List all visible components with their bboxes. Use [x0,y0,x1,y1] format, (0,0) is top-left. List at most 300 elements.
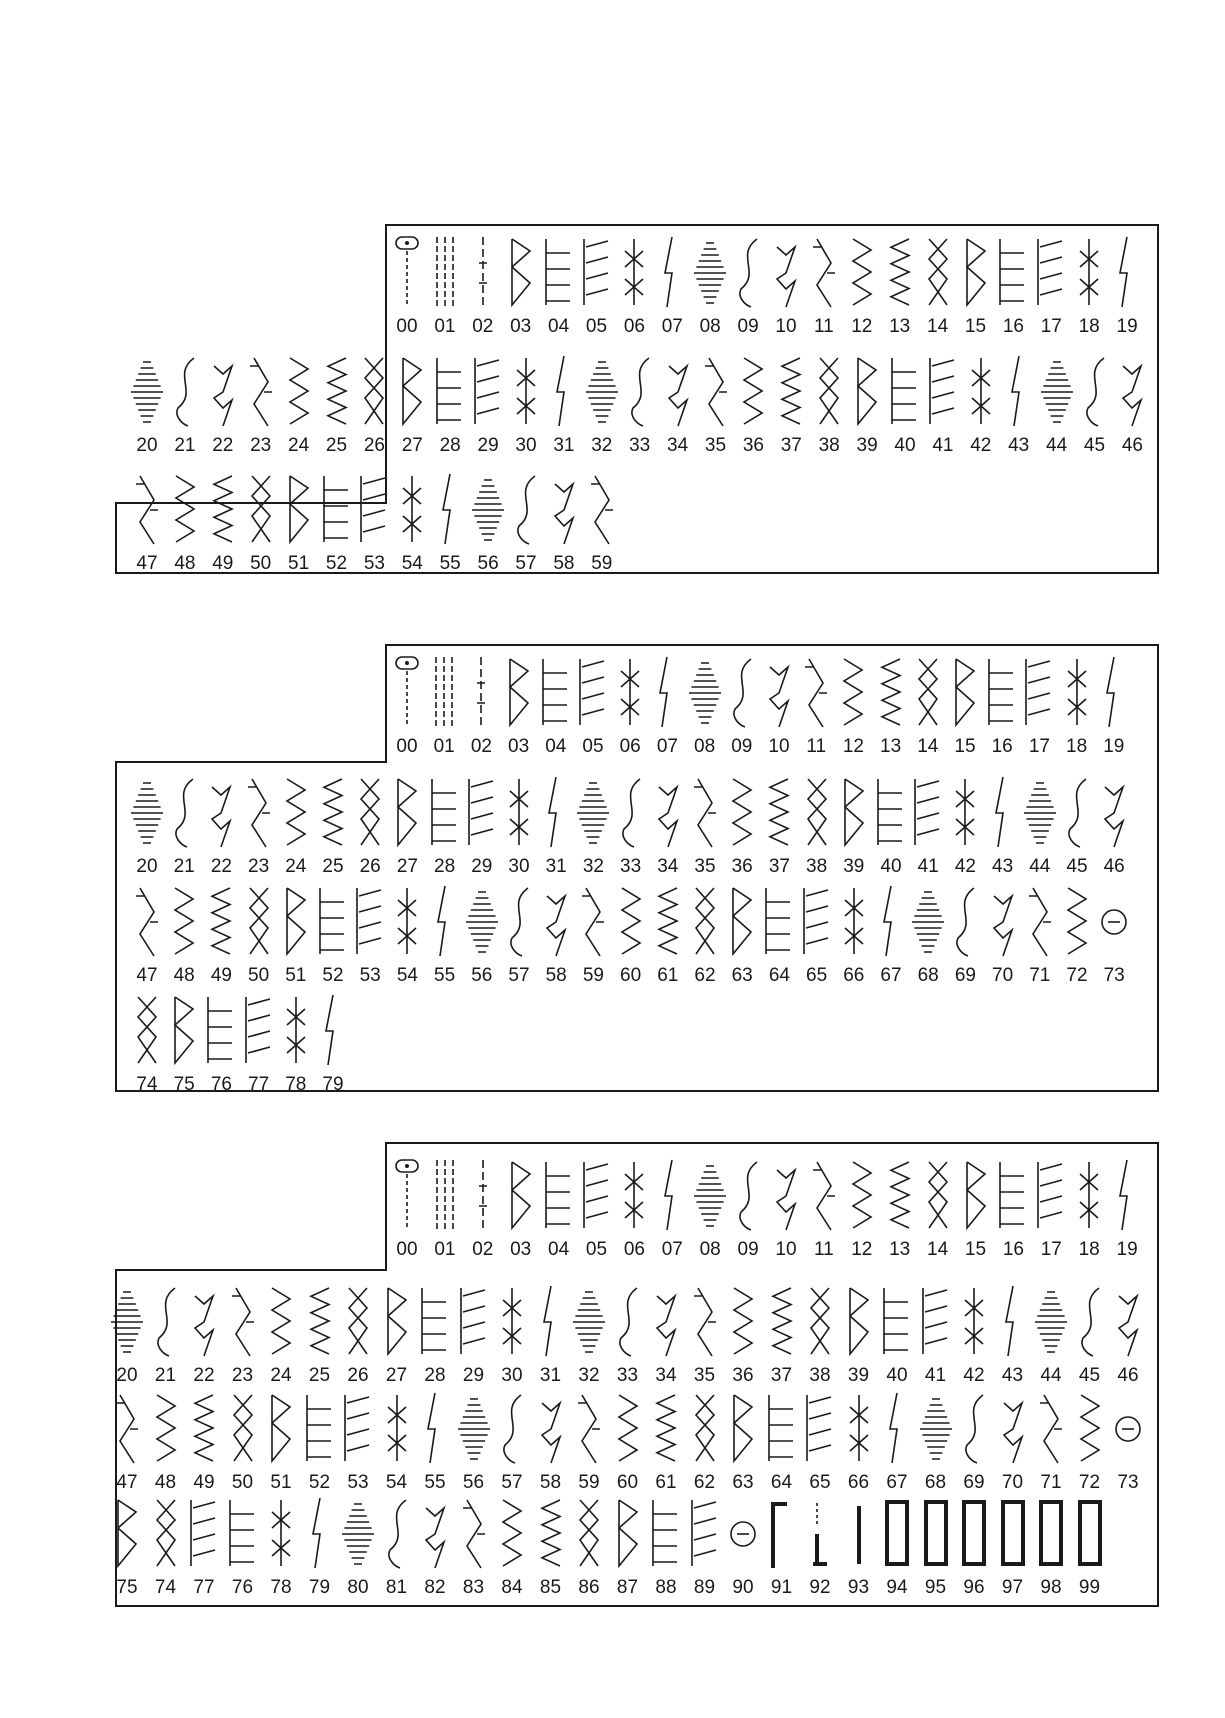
stitch-pattern-icon [226,1389,260,1465]
stitch-number: 55 [439,553,461,574]
stitch-number: 44 [1029,856,1051,877]
stitch-number: 22 [212,435,234,456]
stitch-number: 52 [325,553,348,574]
stitch-pattern-icon [1034,1494,1068,1570]
stitch-pattern-icon [539,882,573,958]
stitch-number: 88 [655,1577,677,1598]
stitch-number: 41 [932,435,954,456]
stitch-number: 18 [1078,316,1100,337]
stitch-number: 18 [1066,736,1088,757]
stitch-number: 03 [510,1239,532,1260]
stitch-number: 30 [501,1365,523,1386]
stitch-number: 78 [285,1074,307,1095]
stitch-pattern-icon [611,1282,645,1358]
stitch-pattern-icon [1097,882,1131,958]
stitch-number: 27 [385,1365,408,1386]
stitch-pattern-icon [688,1389,722,1465]
stitch-number: 51 [285,965,307,986]
stitch-number: 39 [843,856,865,877]
stitch-pattern-icon [466,1156,500,1232]
stitch-pattern-icon [244,352,278,428]
stitch-number: 16 [1002,316,1024,337]
stitch-pattern-icon [919,1282,953,1358]
stitch-number: 40 [880,856,902,877]
stitch-number: 34 [667,435,689,456]
stitch-pattern-icon [731,233,765,309]
stitch-pattern-icon [380,1389,414,1465]
stitch-pattern-icon [149,1389,183,1465]
stitch-pattern-icon [661,352,695,428]
stitch-number: 57 [515,553,537,574]
stitch-number: 27 [401,435,423,456]
stitch-pattern-icon [842,1389,876,1465]
stitch-number: 06 [619,736,641,757]
stitch-pattern-icon [688,653,722,729]
stitch-pattern-icon [428,1156,462,1232]
stitch-number: 24 [270,1365,292,1386]
stitch-pattern-icon [130,352,164,428]
stitch-number: 03 [508,736,530,757]
stitch-number: 49 [210,965,232,986]
stitch-pattern-icon [726,1389,760,1465]
stitch-pattern-icon [509,352,543,428]
stitch-number: 00 [396,1239,418,1260]
stitch-pattern-icon [390,233,424,309]
stitch-pattern-icon [874,653,908,729]
stitch-pattern-icon [725,882,759,958]
stitch-number: 53 [363,553,385,574]
stitch-number: 20 [136,856,158,877]
stitch-number: 08 [699,316,721,337]
stitch-number: 15 [954,736,976,757]
stitch-59 [583,470,621,578]
stitch-46 [1109,1282,1147,1390]
stitch-pattern-icon [883,1156,917,1232]
stitch-19 [1108,233,1146,341]
stitch-pattern-icon [390,773,424,849]
stitch-number: 50 [248,965,270,986]
stitch-number: 50 [231,1472,254,1493]
stitch-pattern-icon [655,233,689,309]
stitch-pattern-icon [1111,1282,1145,1358]
stitch-pattern-icon [611,1389,645,1465]
stitch-pattern-icon [502,653,536,729]
stitch-pattern-icon [433,352,467,428]
stitch-pattern-icon [418,1282,452,1358]
stitch-pattern-icon [542,233,576,309]
stitch-pattern-icon [726,1494,760,1570]
stitch-number: 34 [657,856,679,877]
stitch-number: 10 [775,1239,797,1260]
stitch-number: 90 [732,1577,754,1598]
stitch-pattern-icon [264,1282,298,1358]
stitch-pattern-icon [242,991,276,1067]
stitch-number: 04 [548,1239,570,1260]
stitch-number: 52 [322,965,344,986]
stitch-number: 77 [193,1577,215,1598]
stitch-pattern-icon [911,773,945,849]
stitch-pattern-icon [282,470,316,546]
stitch-pattern-icon [1073,1494,1107,1570]
stitch-number: 11 [814,1239,834,1260]
stitch-pattern-icon [316,991,350,1067]
stitch-number: 08 [699,1239,721,1260]
stitch-pattern-icon [948,653,982,729]
stitch-number: 83 [462,1577,485,1598]
stitch-pattern-icon [996,1494,1030,1570]
stitch-number: 24 [285,856,307,877]
stitch-number: 10 [768,736,790,757]
stitch-pattern-icon [837,773,871,849]
stitch-number: 72 [1078,1472,1101,1493]
stitch-number: 69 [963,1472,985,1493]
stitch-number: 39 [856,435,878,456]
stitch-number: 44 [1040,1365,1062,1386]
stitch-number: 35 [704,435,727,456]
stitch-number: 29 [462,1365,485,1386]
stitch-number: 59 [582,965,604,986]
stitch-pattern-icon [725,653,759,729]
stitch-number: 49 [193,1472,215,1493]
stitch-number: 47 [136,553,158,574]
stitch-number: 74 [136,1074,158,1095]
stitch-pattern-icon [1111,1389,1145,1465]
stitch-number: 58 [553,553,575,574]
stitch-number: 28 [439,435,461,456]
stitch-pattern-icon [807,1156,841,1232]
stitch-pattern-icon [320,470,354,546]
stitch-pattern-icon [1002,352,1036,428]
stitch-number: 67 [886,1472,908,1493]
stitch-number: 32 [578,1365,600,1386]
stitch-pattern-icon [883,233,917,309]
stitch-pattern-icon [765,1389,799,1465]
stitch-number: 17 [1040,1239,1062,1260]
stitch-46 [1113,352,1151,460]
stitch-pattern-icon [959,233,993,309]
stitch-number: 75 [116,1577,138,1598]
stitch-pattern-icon [650,653,684,729]
stitch-number: 77 [248,1074,270,1095]
stitch-pattern-icon [1023,773,1057,849]
stitch-pattern-icon [457,1282,491,1358]
stitch-pattern-icon [1072,233,1106,309]
stitch-pattern-icon [380,1494,414,1570]
stitch-19 [1108,1156,1146,1264]
stitch-number: 96 [963,1577,985,1598]
stitch-number: 72 [1066,965,1088,986]
stitch-pattern-icon [110,1282,144,1358]
stitch-pattern-icon [353,882,387,958]
stitch-number: 54 [401,553,423,574]
stitch-number: 58 [545,965,567,986]
stitch-pattern-icon [842,1282,876,1358]
stitch-number: 33 [629,435,651,456]
stitch-number: 40 [886,1365,908,1386]
stitch-number: 09 [737,316,759,337]
stitch-pattern-icon [803,1282,837,1358]
stitch-pattern-icon [1060,882,1094,958]
stitch-pattern-icon [204,991,238,1067]
stitch-pattern-icon [547,470,581,546]
stitch-pattern-icon [762,773,796,849]
stitch-number: 62 [694,965,716,986]
stitch-number: 63 [731,965,753,986]
stitch-pattern-icon [649,1282,683,1358]
stitch-number: 61 [655,1472,677,1493]
stitch-pattern-icon [1040,352,1074,428]
stitch-number: 57 [501,1472,523,1493]
stitch-number: 51 [270,1472,292,1493]
stitch-number: 19 [1116,316,1138,337]
stitch-number: 56 [471,965,493,986]
stitch-number: 04 [545,736,567,757]
stitch-pattern-icon [651,882,685,958]
stitch-pattern-icon [688,1282,722,1358]
stitch-number: 27 [396,856,418,877]
stitch-number: 70 [992,965,1014,986]
stitch-pattern-icon [466,233,500,309]
stitch-number: 01 [434,316,456,337]
stitch-pattern-icon [774,352,808,428]
stitch-pattern-icon [948,882,982,958]
stitch-number: 05 [585,1239,608,1260]
stitch-pattern-icon [428,773,462,849]
stitch-number: 20 [136,435,158,456]
stitch-pattern-icon [303,1494,337,1570]
stitch-number: 68 [924,1472,947,1493]
stitch-number: 35 [694,856,716,877]
stitch-number: 47 [116,1472,138,1493]
stitch-pattern-icon [418,1494,452,1570]
stitch-number: 36 [732,1365,754,1386]
stitch-number: 59 [578,1472,600,1493]
stitch-pattern-icon [842,1494,876,1570]
stitch-pattern-icon [1060,773,1094,849]
stitch-pattern-icon [614,882,648,958]
stitch-pattern-icon [959,1156,993,1232]
stitch-pattern-icon [316,773,350,849]
stitch-number: 07 [656,736,678,757]
stitch-pattern-icon [504,1156,538,1232]
stitch-99 [1071,1494,1109,1602]
stitch-pattern-icon [206,352,240,428]
stitch-pattern-icon [457,1389,491,1465]
stitch-pattern-icon [418,1389,452,1465]
stitch-pattern-icon [576,773,610,849]
stitch-number: 38 [809,1365,831,1386]
stitch-pattern-icon [799,653,833,729]
stitch-pattern-icon [576,653,610,729]
stitch-pattern-icon [542,1156,576,1232]
stitch-number: 07 [661,316,683,337]
stitch-number: 05 [582,736,604,757]
stitch-number: 71 [1029,965,1051,986]
stitch-number: 09 [731,736,753,757]
stitch-pattern-icon [957,1282,991,1358]
stitch-pattern-icon [547,352,581,428]
stitch-number: 14 [927,316,949,337]
stitch-number: 19 [1103,736,1125,757]
stitch-pattern-icon [395,352,429,428]
stitch-pattern-icon [320,352,354,428]
stitch-number: 55 [424,1472,446,1493]
stitch-pattern-icon [316,882,350,958]
stitch-number: 46 [1117,1365,1139,1386]
stitch-pattern-icon [464,653,498,729]
stitch-number: 53 [359,965,381,986]
stitch-number: 48 [173,965,195,986]
stitch-pattern-icon [110,1494,144,1570]
stitch-number: 84 [501,1577,523,1598]
stitch-number: 13 [889,1239,911,1260]
stitch-number: 89 [693,1577,716,1598]
stitch-number: 58 [539,1472,562,1493]
stitch-pattern-icon [471,470,505,546]
stitch-pattern-icon [800,773,834,849]
stitch-pattern-icon [762,653,796,729]
stitch-number: 21 [174,435,196,456]
stitch-pattern-icon [390,882,424,958]
stitch-number: 46 [1103,856,1125,877]
stitch-number: 16 [991,736,1013,757]
stitch-pattern-icon [655,1156,689,1232]
stitch-pattern-icon [264,1389,298,1465]
stitch-number: 15 [964,316,987,337]
stitch-pattern-icon [428,882,462,958]
stitch-pattern-icon [919,1494,953,1570]
stitch-number: 44 [1046,435,1068,456]
stitch-number: 37 [770,1365,793,1386]
stitch-73 [1109,1389,1147,1497]
stitch-pattern-icon [957,1389,991,1465]
stitch-pattern-icon [996,1282,1030,1358]
stitch-pattern-icon [836,653,870,729]
stitch-pattern-icon [130,773,164,849]
stitch-pattern-icon [242,773,276,849]
stitch-number: 67 [880,965,902,986]
stitch-pattern-icon [509,470,543,546]
stitch-number: 64 [770,1472,793,1493]
stitch-pattern-icon [433,470,467,546]
stitch-pattern-icon [1115,352,1149,428]
stitch-pattern-icon [303,1389,337,1465]
stitch-number: 48 [174,553,196,574]
stitch-pattern-icon [880,1282,914,1358]
stitch-pattern-icon [279,773,313,849]
stitch-number: 75 [173,1074,195,1095]
stitch-number: 09 [737,1239,759,1260]
stitch-number: 21 [154,1365,177,1386]
stitch-number: 14 [917,736,939,757]
stitch-number: 06 [623,1239,645,1260]
stitch-number: 53 [347,1472,369,1493]
stitch-number: 12 [851,316,873,337]
stitch-number: 15 [964,1239,987,1260]
stitch-number: 43 [1001,1365,1024,1386]
stitch-number: 22 [193,1365,215,1386]
stitch-pattern-icon [390,653,424,729]
stitch-pattern-icon [395,470,429,546]
stitch-number: 62 [693,1472,716,1493]
stitch-pattern-icon [457,1494,491,1570]
stitch-number: 94 [886,1577,908,1598]
stitch-number: 76 [231,1577,254,1598]
stitch-number: 54 [385,1472,408,1493]
stitch-pattern-icon [623,352,657,428]
stitch-pattern-icon [427,653,461,729]
stitch-number: 33 [616,1365,639,1386]
stitch-number: 04 [548,316,570,337]
stitch-number: 21 [173,856,195,877]
stitch-pattern-icon [282,352,316,428]
stitch-number: 69 [954,965,976,986]
stitch-number: 39 [847,1365,870,1386]
stitch-number: 42 [963,1365,985,1386]
stitch-pattern-icon [1022,653,1056,729]
stitch-number: 99 [1078,1577,1101,1598]
stitch-number: 41 [917,856,939,877]
stitch-pattern-icon [1034,233,1068,309]
stitch-number: 43 [1008,435,1030,456]
stitch-number: 91 [770,1577,793,1598]
stitch-pattern-icon [874,773,908,849]
stitch-pattern-icon [874,882,908,958]
stitch-pattern-icon [699,352,733,428]
stitch-number: 22 [210,856,232,877]
stitch-pattern-icon [149,1494,183,1570]
stitch-number: 13 [880,736,902,757]
stitch-pattern-icon [1073,1282,1107,1358]
stitch-number: 28 [434,856,456,877]
stitch-number: 12 [842,736,864,757]
stitch-pattern-icon [226,1494,260,1570]
stitch-pattern-icon [130,470,164,546]
stitch-pattern-icon [688,1494,722,1570]
stitch-number: 66 [843,965,865,986]
stitch-number: 68 [917,965,939,986]
stitch-number: 95 [924,1577,947,1598]
stitch-pattern-icon [880,1389,914,1465]
stitch-number: 73 [1103,965,1125,986]
stitch-number: 25 [308,1365,331,1386]
stitch-pattern-icon [187,1494,221,1570]
stitch-pattern-icon [357,352,391,428]
stitch-number: 86 [578,1577,600,1598]
stitch-number: 80 [347,1577,369,1598]
stitch-pattern-icon [502,773,536,849]
stitch-pattern-icon [585,352,619,428]
stitch-number: 49 [212,553,234,574]
stitch-number: 37 [768,856,790,877]
stitch-number: 73 [1117,1472,1139,1493]
stitch-pattern-icon [264,1494,298,1570]
stitch-number: 00 [396,736,418,757]
stitch-number: 36 [731,856,753,877]
stitch-46 [1095,773,1133,881]
stitch-number: 66 [847,1472,870,1493]
stitch-pattern-icon [1110,233,1144,309]
stitch-number: 16 [1002,1239,1024,1260]
stitch-pattern-icon [167,773,201,849]
stitch-pattern-icon [242,882,276,958]
stitch-pattern-icon [769,233,803,309]
stitch-number: 18 [1078,1239,1100,1260]
stitch-pattern-icon [576,882,610,958]
stitch-number: 32 [591,435,613,456]
stitch-pattern-icon [800,882,834,958]
stitch-number: 56 [477,553,499,574]
